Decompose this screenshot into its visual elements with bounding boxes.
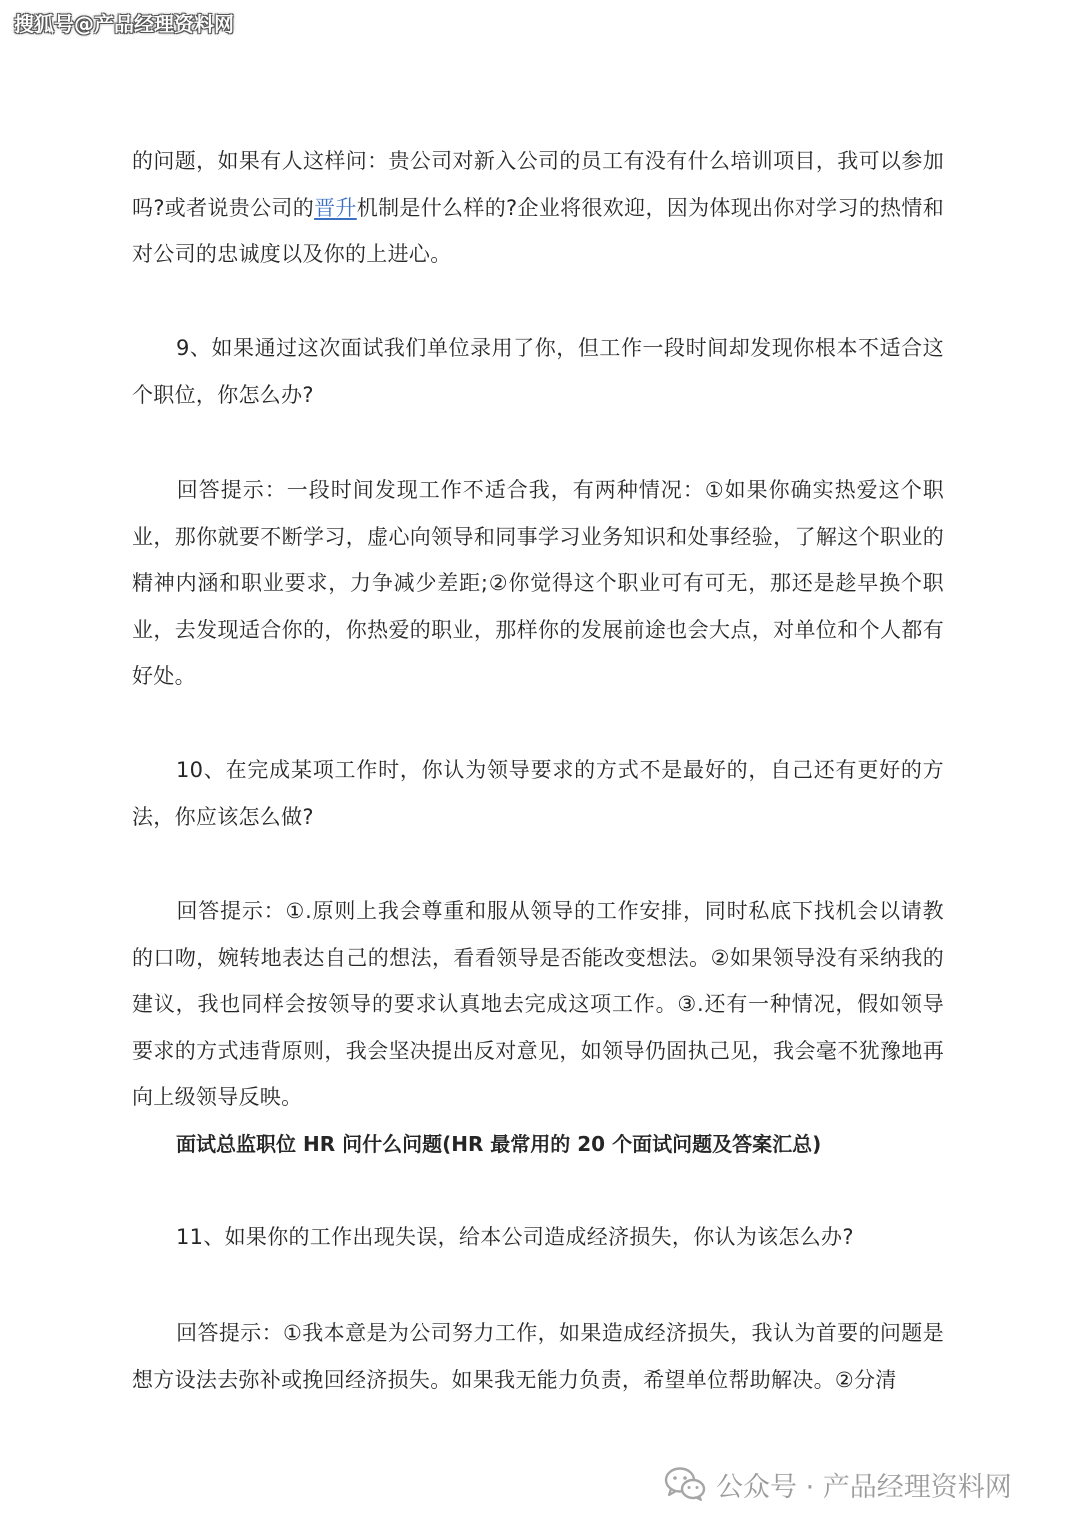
section-heading: 面试总监职位 HR 问什么问题(HR 最常用的 20 个面试问题及答案汇总) [176,1132,822,1156]
paragraph-intro-text-2: 机制是什么样的?企业将很欢迎，因为体现出你对学习的热情和对公司的忠诚度以及你的上进心。 [132,195,944,266]
answer-11-text: 回答提示：①我本意是为公司努力工作，如果造成经济损失，我认为首要的问题是想方设法去弥补或挽回经济损失。如果我无能力负责，希望单位帮助解决。②分清 [132,1321,944,1392]
paragraph-intro-text-1: 的问题，如果有人这样问：贵公司对新入公司的员工有没有什么培训项目，我可以参加吗?或者说贵公司的 [132,149,944,220]
question-11-text: 11、如果你的工作出现失误，给本公司造成经济损失，你认为该怎么办? [176,1225,854,1249]
question-11 [132,1214,944,1261]
promotion-link[interactable]: 晋升 [314,195,357,220]
question-10 [132,747,944,840]
answer-9-text: 回答提示：一段时间发现工作不适合我，有两种情况：①如果你确实热爱这个职业，那你就要不断学习，虚心向领导和同事学习业务知识和处事经验，了解这个职业的精神内涵和职业要求，力争减少差距;②你觉得这个职业可有可无，那还是趁早换个职业，去发现适合你的，你热爱的职业，那样你的发展前途也会大点，对单位和个人都有好处。 [132,478,944,688]
answer-9 [132,467,944,700]
wechat-icon [664,1466,706,1502]
answer-11 [132,1310,944,1403]
answer-10 [132,888,944,1121]
question-9 [132,325,944,418]
watermark-top-left: 搜狐号@产品经理资料网 [14,12,234,36]
watermark-footer-text: 公众号 · 产品经理资料网 [716,1471,1012,1503]
question-10-text: 10、在完成某项工作时，你认为领导要求的方式不是最好的，自己还有更好的方法，你应该怎么做? [132,758,944,829]
answer-10-text: 回答提示：①.原则上我会尊重和服从领导的工作安排，同时私底下找机会以请教的口吻，婉转地表达自己的想法，看看领导是否能改变想法。②如果领导没有采纳我的建议，我也同样会按领导的要求认真地去完成这项工作。③.还有一种情况，假如领导要求的方式违背原则，我会坚决提出反对意见，如领导仍固执己见，我会毫不犹豫地再向上级领导反映。 [132,899,944,1109]
question-9-text: 9、如果通过这次面试我们单位录用了你，但工作一段时间却发现你根本不适合这个职位，你怎么办? [132,336,944,407]
paragraph-intro [132,138,944,278]
watermark-footer [664,1462,1012,1506]
